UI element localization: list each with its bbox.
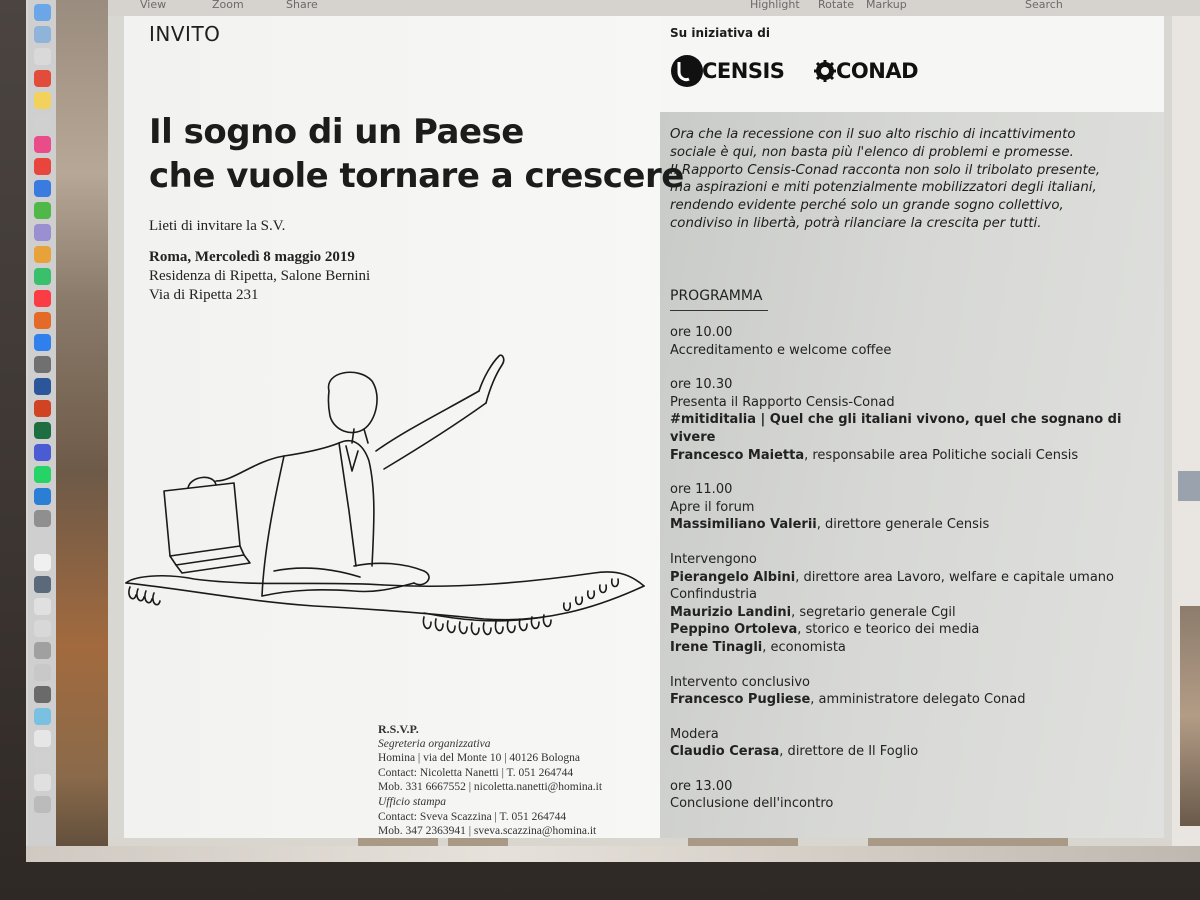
dock-app-icon[interactable] <box>34 642 51 659</box>
rsvp-line: Contact: Sveva Scazzina | T. 051 264744 <box>378 810 567 823</box>
dock-app-icon[interactable] <box>34 620 51 637</box>
program-time: ore 11.00 <box>670 482 733 498</box>
program-desc: Apre il forum <box>670 499 755 515</box>
speaker-role: , direttore generale Censis <box>816 517 990 533</box>
dock-app-icon[interactable] <box>34 158 51 175</box>
program-item <box>670 778 1160 813</box>
dock-app-icon[interactable] <box>34 532 51 549</box>
toolbar-rotate[interactable]: Rotate <box>818 0 855 11</box>
dock-app-icon[interactable] <box>34 48 51 65</box>
toolbar-zoom[interactable]: Zoom <box>212 0 244 11</box>
program <box>670 324 1160 830</box>
abstract <box>670 126 1150 233</box>
dock-app-icon[interactable] <box>34 554 51 571</box>
dock-app-icon[interactable] <box>34 444 51 461</box>
program-item <box>670 481 1160 534</box>
rsvp-ufficio-label: Ufficio stampa <box>378 795 447 808</box>
dock-app-icon[interactable] <box>34 400 51 417</box>
dock-app-icon[interactable] <box>34 708 51 725</box>
program-item <box>670 376 1160 464</box>
dock-app-icon[interactable] <box>34 70 51 87</box>
dock-app-icon[interactable] <box>34 334 51 351</box>
program-speaker <box>670 604 1160 622</box>
dock-app-icon[interactable] <box>34 202 51 219</box>
program-report-title: #mitiditalia | Quel che gli italiani vivono, quel che sognano di vivere <box>670 412 1122 445</box>
dock-app-icon[interactable] <box>34 224 51 241</box>
rsvp-heading: R.S.V.P. <box>378 722 419 736</box>
program-time: ore 13.00 <box>670 778 733 794</box>
program-speaker <box>670 516 1160 534</box>
speaker-name: Irene Tinagli <box>670 639 763 655</box>
abstract-line: Ora che la recessione con il suo alto rischio di incattivimento <box>670 127 1076 142</box>
abstract-line: condiviso in libertà, potrà rilanciare la crescita per tutti. <box>670 215 1042 231</box>
dock-app-icon[interactable] <box>34 752 51 769</box>
program-speaker <box>670 743 1160 761</box>
venue-name: Residenza di Ripetta, Salone Bernini <box>149 268 371 284</box>
rsvp-line: Contact: Nicoletta Nanetti | T. 051 264744 <box>378 766 574 779</box>
event-date: Roma, Mercoledì 8 maggio 2019 <box>149 249 355 265</box>
dock-app-icon[interactable] <box>34 180 51 197</box>
toolbar-markup[interactable]: Markup <box>866 0 907 11</box>
dock-app-icon[interactable] <box>34 114 51 131</box>
dock-app-icon[interactable] <box>34 598 51 615</box>
program-label: Modera <box>670 726 719 742</box>
program-item <box>670 726 1160 761</box>
speaker-name: Maurizio Landini <box>670 604 792 620</box>
speaker-name: Massimiliano Valerii <box>670 517 817 533</box>
dock-app-icon[interactable] <box>34 686 51 703</box>
toolbar-share[interactable]: Share <box>286 0 318 11</box>
program-speaker <box>670 447 1160 465</box>
speaker-name: Francesco Pugliese <box>670 692 811 708</box>
program-speaker <box>670 569 1160 604</box>
abstract-line: sociale è qui, non basta più l'elenco di problemi e promesse. <box>670 144 1074 160</box>
page-title <box>149 110 684 198</box>
dock-app-icon[interactable] <box>34 312 51 329</box>
flying-carpet-illustration <box>124 351 660 681</box>
program-speaker <box>670 639 1160 657</box>
title-line: Il sogno di un Paese <box>149 112 524 152</box>
program-desc: Accreditamento e welcome coffee <box>670 342 892 358</box>
program-speaker <box>670 621 1160 639</box>
event-venue <box>149 248 370 305</box>
program-time: ore 10.30 <box>670 377 733 393</box>
program-item <box>670 324 1160 359</box>
program-desc: Conclusione dell'incontro <box>670 796 834 812</box>
speaker-name: Francesco Maietta <box>670 447 805 463</box>
dock-app-icon[interactable] <box>34 576 51 593</box>
dock-app-icon[interactable] <box>34 26 51 43</box>
invitation-intro: Lieti di invitare la S.V. <box>149 218 286 234</box>
abstract-line: ma aspirazioni e miti potenzialmente mobilizzatori degli italiani, <box>670 180 1097 196</box>
speaker-role: , direttore area Lavoro, welfare e capitale umano Confindustria <box>670 569 1114 603</box>
rsvp-line: Mob. 347 2363941 | sveva.scazzina@homina.it <box>378 825 597 838</box>
dock-app-icon[interactable] <box>34 466 51 483</box>
background-window <box>1172 16 1200 846</box>
program-label: Intervento conclusivo <box>670 674 810 690</box>
speaker-role: , responsabile area Politiche sociali Censis <box>804 447 1079 463</box>
preview-toolbar <box>108 0 1200 16</box>
invitation-document <box>124 16 1164 838</box>
program-label: Intervengono <box>670 551 757 567</box>
dock-app-icon[interactable] <box>34 356 51 373</box>
censis-logo <box>670 54 784 88</box>
censis-logo-text: CENSIS <box>702 59 785 83</box>
dock-app-icon[interactable] <box>34 422 51 439</box>
abstract-line: Il Rapporto Censis-Conad racconta non solo il tribolato presente, <box>670 162 1101 178</box>
dock-app-icon[interactable] <box>34 92 51 109</box>
screen-bottom-edge <box>26 846 1200 862</box>
dock-app-icon[interactable] <box>34 4 51 21</box>
program-heading: PROGRAMMA <box>670 288 768 311</box>
toolbar-view[interactable]: View <box>140 0 167 11</box>
speaker-name: Claudio Cerasa <box>670 744 780 760</box>
rsvp-segreteria-label: Segreteria organizzativa <box>378 737 491 750</box>
conad-logo <box>814 54 918 88</box>
venue-address: Via di Ripetta 231 <box>149 287 259 303</box>
toolbar-highlight[interactable]: Highlight <box>750 0 800 11</box>
invito-header: INVITO <box>149 22 221 46</box>
dock-app-icon[interactable] <box>34 290 51 307</box>
rsvp-block <box>378 722 602 838</box>
program-item <box>670 674 1160 709</box>
dock-app-icon[interactable] <box>34 730 51 747</box>
dock-app-icon[interactable] <box>34 796 51 813</box>
censis-mark-icon <box>670 54 704 88</box>
dock-app-icon[interactable] <box>34 136 51 153</box>
rsvp-line: Homina | via del Monte 10 | 40126 Bologna <box>378 752 580 765</box>
dock-app-icon[interactable] <box>34 378 51 395</box>
dock-app-icon[interactable] <box>34 268 51 285</box>
dock <box>28 0 56 850</box>
dock-app-icon[interactable] <box>34 774 51 791</box>
conad-logo-text: CONAD <box>836 59 919 83</box>
speaker-role: , direttore de Il Foglio <box>779 744 919 760</box>
program-item <box>670 551 1160 657</box>
sponsor-label: Su iniziativa di <box>670 26 770 40</box>
program-speaker <box>670 691 1160 709</box>
desktop-wallpaper <box>56 0 108 862</box>
speaker-role: , storico e teorico dei media <box>797 622 980 638</box>
title-line: che vuole tornare a crescere <box>149 156 684 196</box>
speaker-role: , amministratore delegato Conad <box>810 692 1026 708</box>
rsvp-line: Mob. 331 6667552 | nicoletta.nanetti@homina.it <box>378 781 603 794</box>
dock-app-icon[interactable] <box>34 664 51 681</box>
speaker-role: , economista <box>762 639 846 655</box>
dock-app-icon[interactable] <box>34 488 51 505</box>
toolbar-search[interactable]: Search <box>1025 0 1063 11</box>
speaker-name: Peppino Ortoleva <box>670 622 798 638</box>
abstract-line: rendendo evidente perché solo un grande sogno collettivo, <box>670 198 1064 214</box>
dock-app-icon[interactable] <box>34 510 51 527</box>
speaker-role: , segretario generale Cgil <box>791 604 956 620</box>
dock-app-icon[interactable] <box>34 246 51 263</box>
conad-mark-icon <box>814 60 836 82</box>
speaker-name: Pierangelo Albini <box>670 569 796 585</box>
program-desc: Presenta il Rapporto Censis-Conad <box>670 394 895 410</box>
program-time: ore 10.00 <box>670 325 733 340</box>
